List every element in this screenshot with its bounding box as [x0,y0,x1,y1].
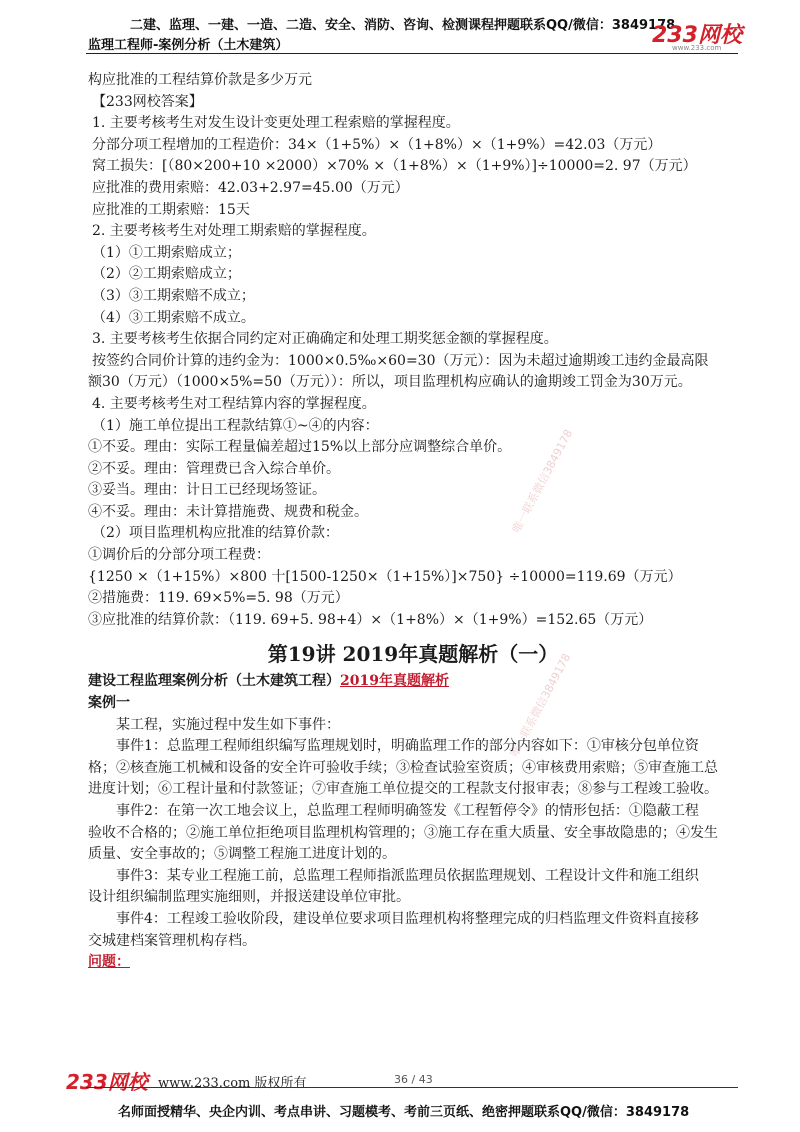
watermark-b: 唯一联系微信3849178 [507,651,574,760]
text-line: 1. 主要考核考生对发生设计变更处理工程索赔的掌握程度。 [92,115,460,132]
document-body [88,70,738,974]
subject-link[interactable]: 2019年真题解析 [340,673,449,690]
case-line: 事件3：某专业工程施工前，总监理工程师指派监理员依据监理规划、工程设计文件和施工组织 [116,867,699,884]
case-line: 事件2：在第一次工地会议上，总监理工程师明确签发《工程暂停令》的情形包括：①隐蔽工程 [116,803,699,819]
logo-url: www.233.com [672,44,722,52]
text-line: ②措施费：119. 69×5%=5. 98（万元） [88,590,349,607]
footer-logo: 233网校 [66,1070,148,1094]
text-line: （3）③工期索赔不成立； [92,287,255,304]
footer-copyright: www.233.com 版权所有 [158,1076,307,1091]
text-line: ③应批准的结算价款：（119. 69+5. 98+4）×（1+8%）×（1+9%）=152.65（万元） [88,611,653,628]
subject-prefix: 建设工程监理案例分析（土木建筑工程） [88,673,340,690]
text-line: （1）施工单位提出工程款结算①~④的内容： [92,417,379,434]
case-line: 格；②核查施工机械和设备的安全许可验收手续；③检查试验室资质；④审核费用索赔；⑤审查施工总 [88,759,718,776]
header-divider [86,53,738,54]
text-line: 3. 主要考核考生依据合同约定对正确确定和处理工期奖惩金额的掌握程度。 [92,331,558,348]
text-line: ②不妥。理由：管理费已含入综合单价。 [88,460,340,477]
case-title: 案例一 [88,695,130,712]
text-line: ④不妥。理由：未计算措施费、规费和税金。 [88,503,368,520]
page-total: 43 [418,1073,433,1086]
page-current: 36 [394,1073,408,1086]
text-line: （4）③工期索赔不成立。 [92,309,255,326]
text-line: ①不妥。理由：实际工程量偏差超过15%以上部分应调整综合单价。 [88,439,512,456]
header-subtitle: 监理工程师-案例分析（土木建筑） [88,38,289,53]
text-line: 2. 主要考核考生对处理工期索赔的掌握程度。 [92,223,376,240]
text-line: 窝工损失：[（80×200+10 ×2000）×70% ×（1+8%）×（1+9%）]÷10000=2. 97（万元） [92,158,697,175]
text-line: 分部分项工程增加的工程造价：34×（1+5%）×（1+8%）×（1+9%）=42.03（万元） [92,136,662,153]
question-label[interactable]: 问题： [88,954,130,971]
case-line: 进度计划；⑥工程计量和付款签证；⑦审查施工单位提交的工程款支付报审表；⑧参与工程竣工验收。 [88,781,718,798]
logo-number: 233 [652,23,698,48]
page-number [394,1073,433,1086]
question-line [88,952,738,974]
footer-divider [86,1087,738,1088]
text-line: ①调价后的分部分项工程费： [88,547,270,564]
case-line: 某工程，实施过程中发生如下事件： [116,716,340,733]
case-line: 事件1：总监理工程师组织编写监理规划时，明确监理工作的部分内容如下：①审核分包单位资 [116,738,699,755]
text-line: 4. 主要考核考生对工程结算内容的掌握程度。 [92,395,376,412]
subject-line [88,671,738,693]
header-promo-line: 二建、监理、一建、一造、二造、安全、消防、咨询、检测课程押题联系QQ/微信：3849178 [130,18,676,33]
watermark-a: 唯一联系微信3849178 [509,427,576,536]
text-line: 额30（万元）（1000×5%=50（万元））：所以，项目监理机构应确认的逾期竣工罚金为30万元。 [88,374,692,391]
text-line: ③妥当。理由：计日工已经现场签证。 [88,482,326,499]
logo-text: 网校 [697,23,742,48]
footer-promo: 名师面授精华、央企内训、考点串讲、习题模考、考前三页纸、绝密押题联系QQ/微信：3849178 [118,1105,690,1120]
page-separator: / [411,1073,416,1086]
text-line: 按签约合同价计算的违约金为：1000×0.5‰×60=30（万元）：因为未超过逾期竣工违约金最高限 [92,352,709,369]
case-line: 事件4：工程竣工验收阶段，建设单位要求项目监理机构将整理完成的归档监理文件资料直接移 [116,910,699,927]
text-line: （2）项目监理机构应批准的结算价款： [92,525,339,542]
answer-label: 【233网校答案】 [92,93,203,110]
text-line: （1）①工期索赔成立； [92,244,241,261]
text-line: 应批准的费用索赔：42.03+2.97=45.00（万元） [92,179,409,196]
case-line: 质量、安全事故的；⑤调整工程施工进度计划的。 [88,846,396,863]
case-line: 设计组织编制监理实施细则，并报送建设单位审批。 [88,889,410,906]
text-line: {1250 ×（1+15%）×800 十[1500-1250×（1+15%）]×750} ÷10000=119.69（万元） [88,568,682,585]
text-line: 应批准的工期索赔：15天 [92,201,250,218]
page-header [0,0,800,54]
text-line: （2）②工期索赔成立； [92,266,241,283]
case-line: 交城建档案管理机构存档。 [88,932,256,949]
text-line: 构应批准的工程结算价款是多少万元 [88,72,312,88]
case-line: 验收不合格的；②施工单位拒绝项目监理机构管理的；③施工存在重大质量、安全事故隐患的；④发生 [88,824,718,841]
section-heading: 第19讲 2019年真题解析（一） [267,642,559,667]
